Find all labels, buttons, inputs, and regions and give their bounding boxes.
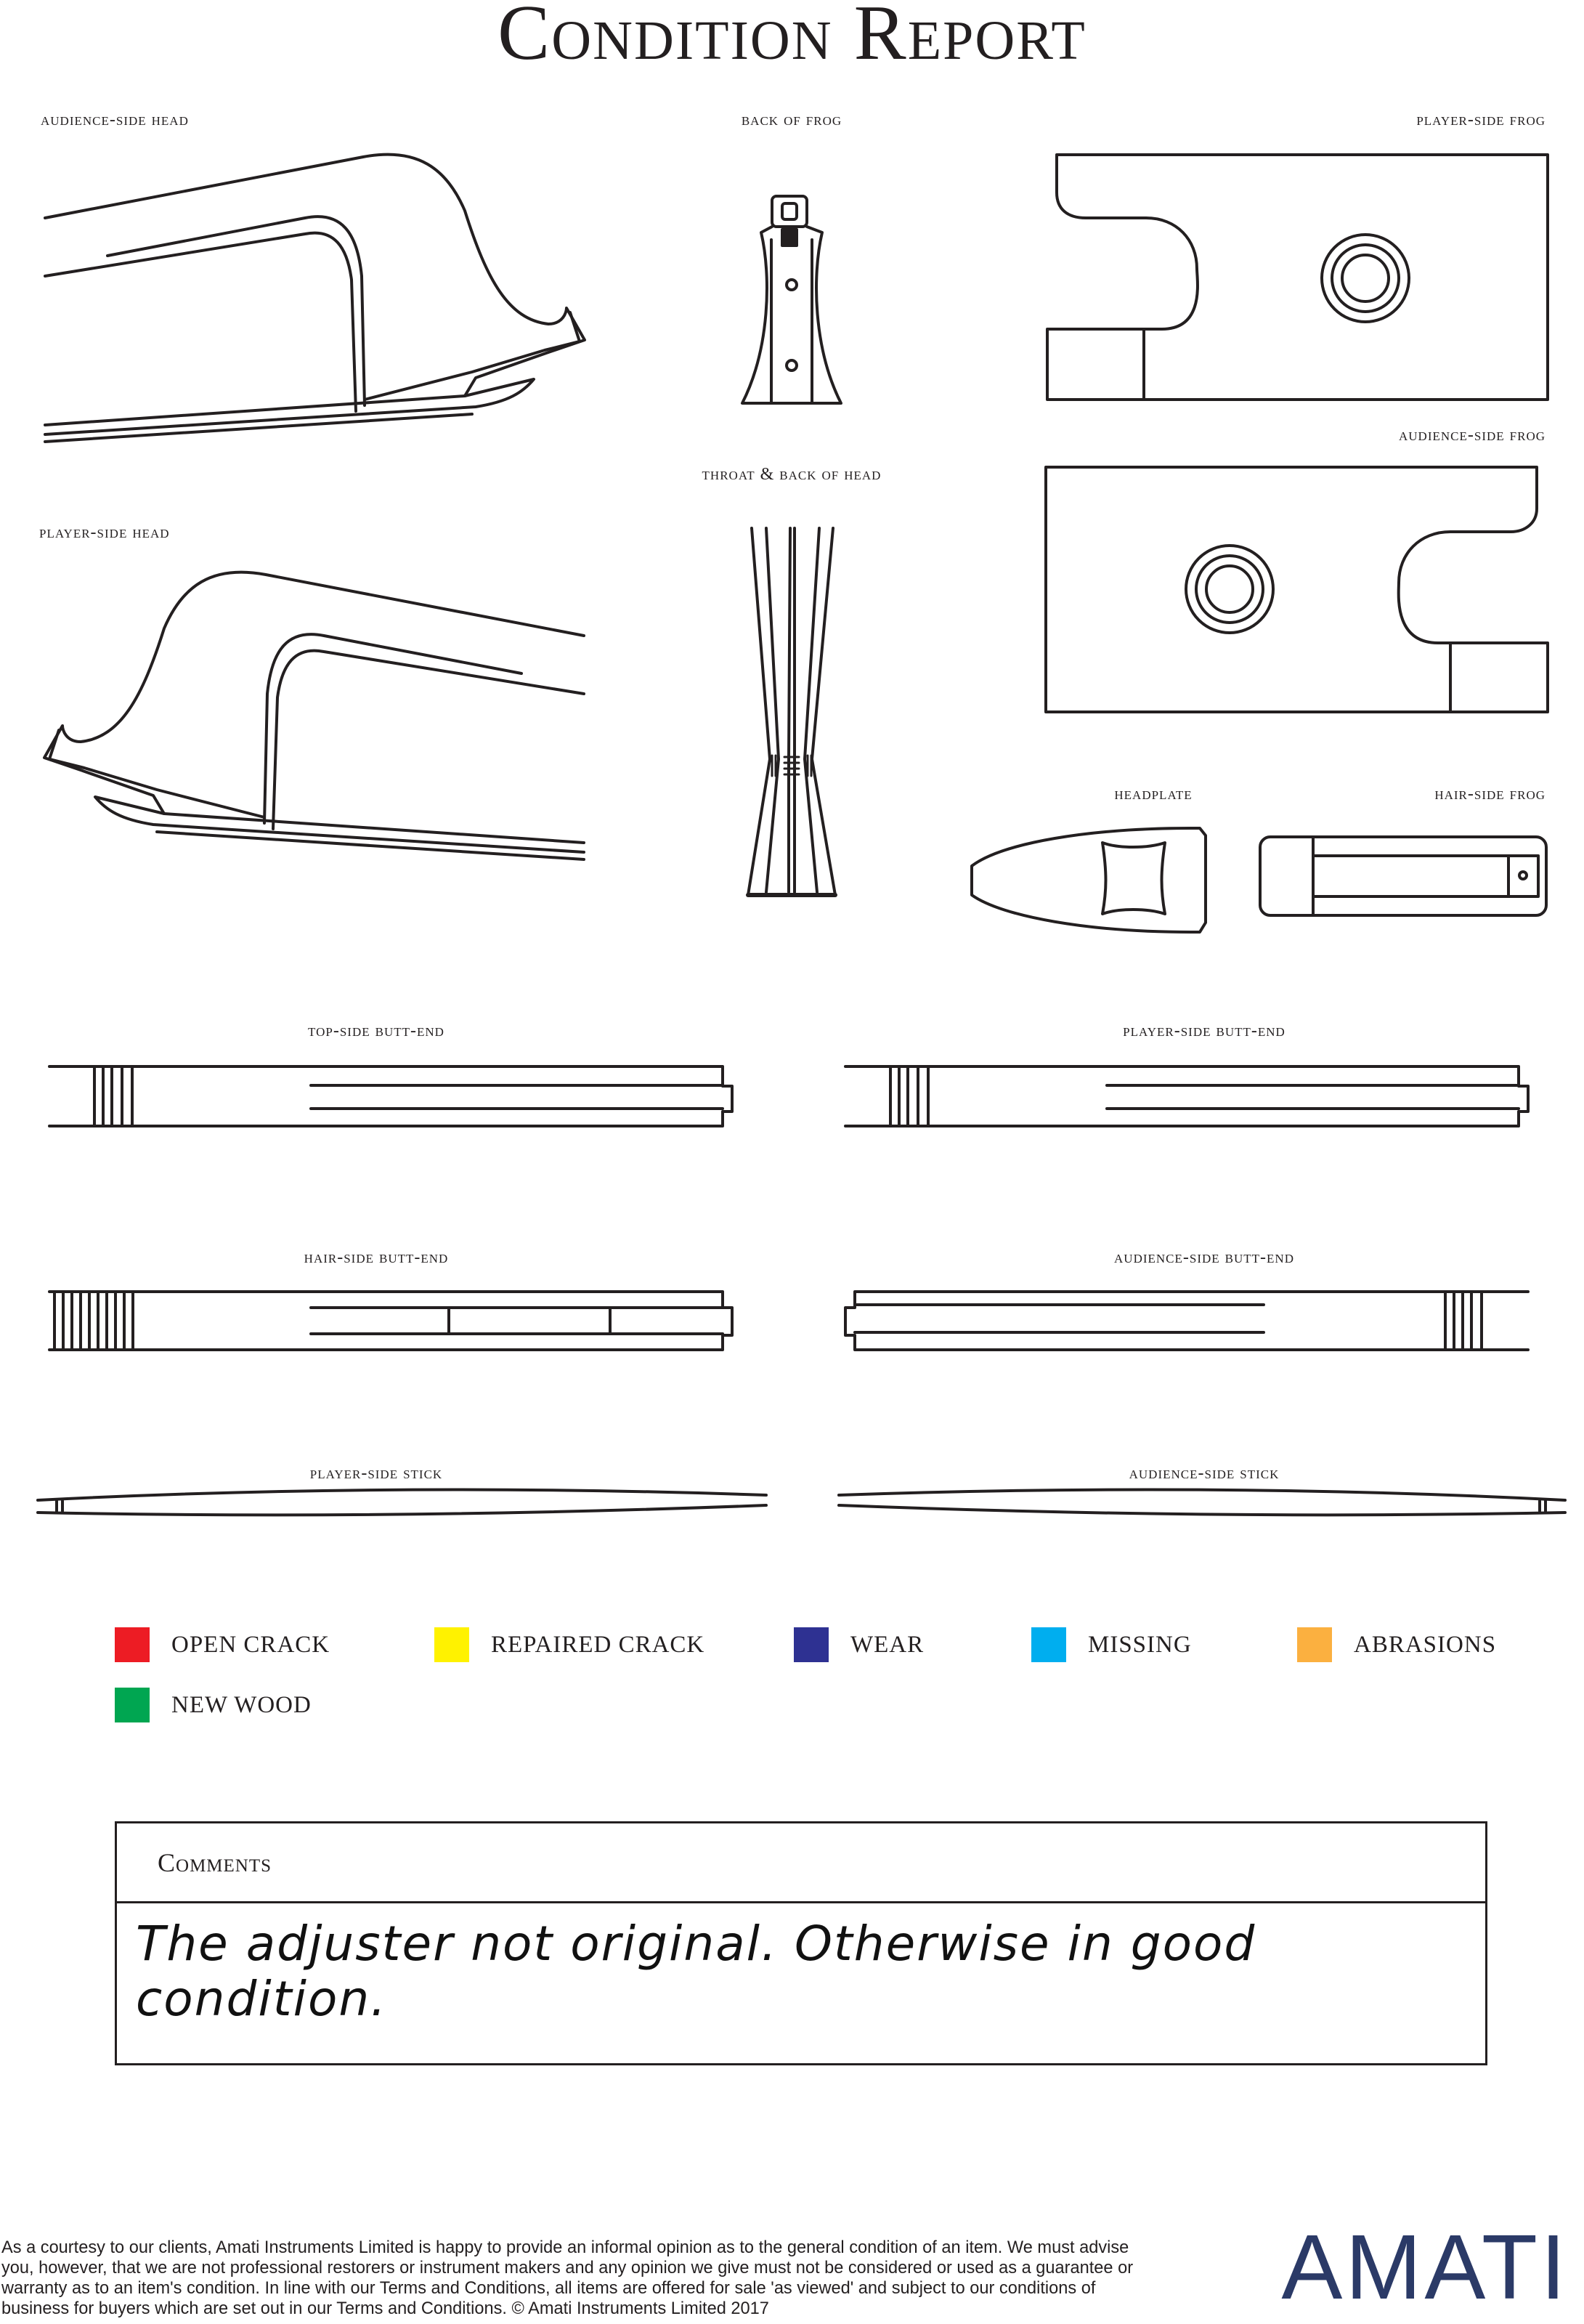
disclaimer-text: As a courtesy to our clients, Amati Instruments Limited is happy to provide an informal opinion as to the general condition of an item. We must advise you, however, that we are not professional restorers or instrument makers and any opinion we give must not be considered or used as a guarantee or warranty as to an item's condition. In line with our Terms and Conditions, all items are offered for sale 'as viewed' and subject to our conditions of business for buyers which are set out in our Terms and Conditions. © Amati Instruments Limited 2017 (1, 2238, 1134, 2318)
legend-item-missing (1031, 1627, 1192, 1662)
label-back-of-frog: back of frog (741, 110, 842, 129)
legend-item-new-wood (115, 1688, 312, 1722)
legend-item-wear (794, 1627, 924, 1662)
label-player-side-stick: player-side stick (309, 1464, 443, 1483)
hair-side-butt-end-drawing (49, 1292, 732, 1350)
label-audience-side-stick: audience-side stick (1129, 1464, 1280, 1483)
comments-box (115, 1821, 1487, 2065)
comments-text: The adjuster not original. Otherwise in good condition. (136, 1916, 1256, 2027)
audience-side-head-drawing (45, 155, 585, 442)
swatch-wear (794, 1627, 829, 1662)
legend-label: WEAR (850, 1631, 925, 1658)
label-player-side-head: player-side head (39, 523, 170, 542)
legend-item-abrasions (1297, 1627, 1496, 1662)
label-player-side-frog: player-side frog (1416, 110, 1546, 129)
swatch-abrasions (1297, 1627, 1332, 1662)
back-of-frog-drawing (742, 196, 841, 403)
audience-side-stick-drawing (839, 1489, 1565, 1515)
legend-label: NEW WOOD (171, 1691, 312, 1718)
label-headplate: headplate (1114, 785, 1193, 803)
label-throat-back-of-head: throat & back of head (702, 465, 882, 484)
player-side-stick-drawing (38, 1489, 766, 1515)
legend-label: ABRASIONS (1354, 1631, 1497, 1658)
comments-heading: Comments (117, 1823, 1485, 1903)
label-top-side-butt-end: top-side butt-end (308, 1021, 444, 1040)
swatch-missing (1031, 1627, 1066, 1662)
hair-side-frog-drawing (1260, 837, 1546, 915)
page-title: Condition Report (497, 0, 1087, 76)
throat-drawing (748, 528, 835, 895)
headplate-drawing (972, 828, 1206, 932)
legend-item-repaired-crack (434, 1627, 704, 1662)
amati-logo: AMATI (1281, 2216, 1569, 2318)
legend-label: REPAIRED CRACK (491, 1631, 705, 1658)
legend-label: MISSING (1088, 1631, 1192, 1658)
swatch-new-wood (115, 1688, 150, 1722)
audience-side-frog-drawing (1046, 467, 1548, 712)
label-hair-side-butt-end: hair-side butt-end (304, 1248, 449, 1267)
label-audience-side-butt-end: audience-side butt-end (1114, 1248, 1294, 1267)
legend-item-open-crack (115, 1627, 330, 1662)
legend-label: OPEN CRACK (171, 1631, 330, 1658)
player-side-butt-end-drawing (845, 1066, 1528, 1126)
swatch-open-crack (115, 1627, 150, 1662)
label-audience-side-frog: audience-side frog (1399, 426, 1546, 445)
label-player-side-butt-end: player-side butt-end (1123, 1021, 1286, 1040)
audience-side-butt-end-drawing (845, 1292, 1528, 1350)
label-hair-side-frog: hair-side frog (1434, 785, 1546, 803)
player-side-frog-drawing (1047, 155, 1548, 400)
player-side-head-drawing (44, 572, 584, 859)
label-audience-side-head: audience-side head (41, 110, 189, 129)
top-side-butt-end-drawing (49, 1066, 732, 1126)
swatch-repaired-crack (434, 1627, 469, 1662)
